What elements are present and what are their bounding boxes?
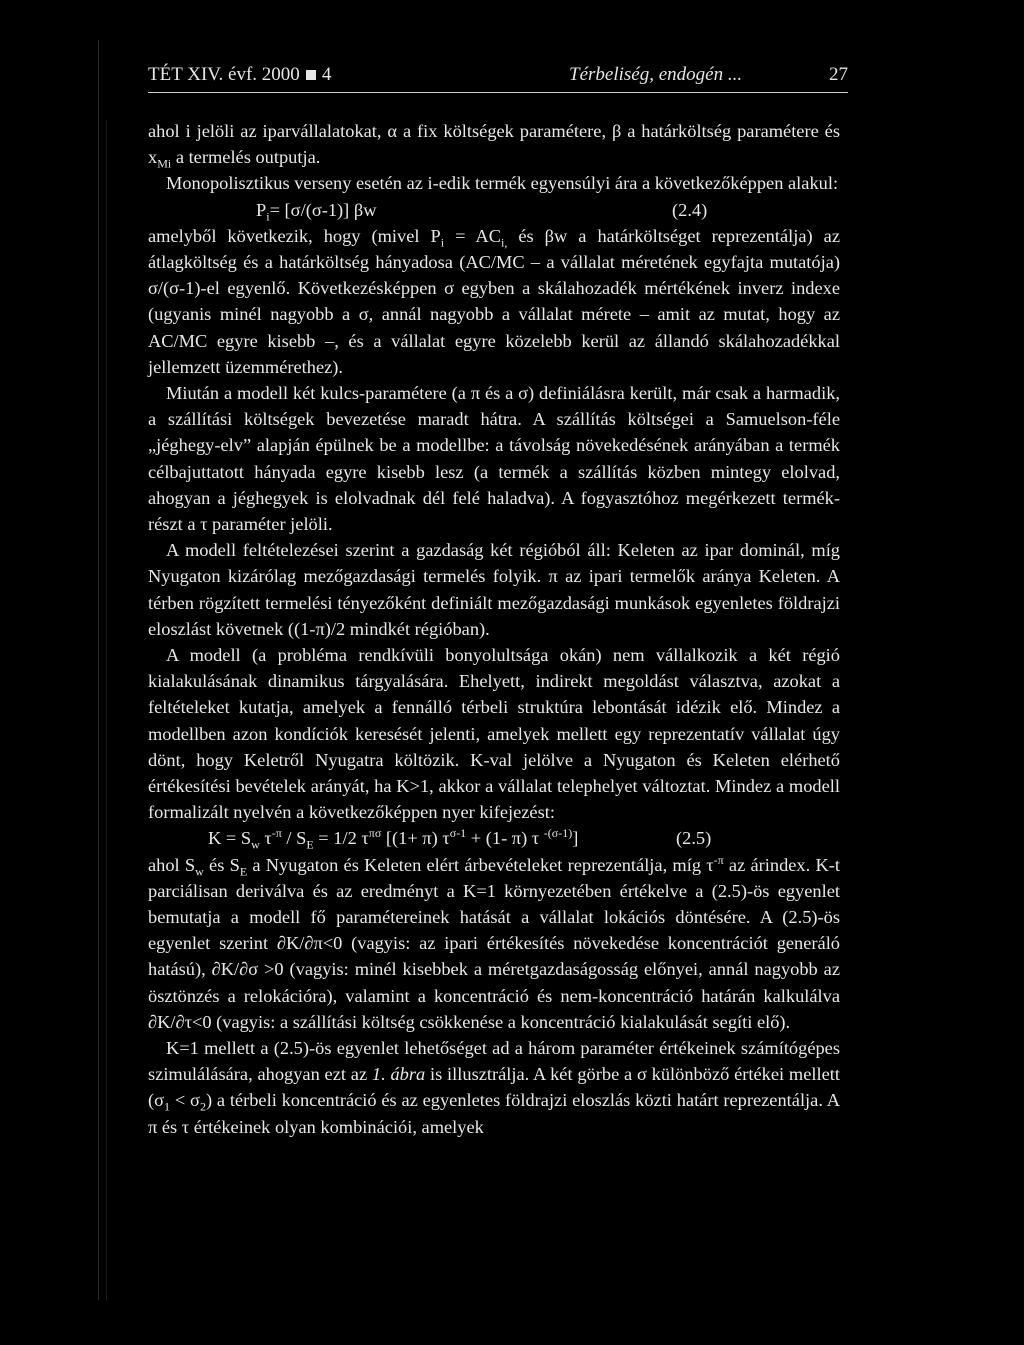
paragraph: A modell feltételezései szerint a gazdaság két régióból áll: Keleten az ipar dominál, míg Nyugaton kizárólag mezőgazdasági termelés folyik. π az ipari termelők aránya Keleten. A térben rögzített termelési tényezőként definiált mezőgazdasági munkások egyenletes földrajzi eloszlást követnek ((1-π)/2 mindkét régióban). (148, 540, 840, 639)
journal-issue: TÉT XIV. évf. 2000 4 (148, 64, 332, 85)
running-title: Térbeliség, endogén ... (569, 64, 743, 85)
paragraph: Monopolisztikus verseny esetén az i-edik termék egyensúlyi ára a következőképpen alakul: (166, 173, 839, 194)
page-number: 27 (829, 64, 848, 85)
paragraph: Miután a modell két kulcs-paramétere (a π és a σ) definiálásra került, már csak a harmadik, a szállítási költségek bevezetése maradt hátra. A szállítás költségei a Samuelson-féle „jéghegy-elv” alapján épülnek be a modellbe: a távolság növekedésének arányában a termék célbajuttatott hányada egyre kisebb lesz (a termék a szállítás közben mintegy elolvad, ahogyan a jéghegyek is elolvadnak dél felé haladva). A fogyasztóhoz megérkezett termék-részt a τ paraméter jelöli. (148, 383, 840, 535)
running-header (148, 64, 848, 92)
paragraph: A modell (a probléma rendkívüli bonyolultsága okán) nem vállalkozik a két régió kialakulásának dinamikus tárgyalására. Ehelyett, indirekt megoldást választva, azokat a feltételeket kutatja, amelyek a fennálló térbeli struktúra lebontását idézik elő. Mindez a modellben azon kondíciók keresését jelenti, amelyek mellett egy reprezentatív vállalat úgy dönt, hogy Keletről Nyugatra költözik. K-val jelölve a Nyugaton és Keleten elérhető értékesítési bevételek arányát, ha K>1, akkor a vállalat telephelyet változtat. Mindez a modell formalizált nyelvén a következőképpen nyer kifejezést: (148, 645, 840, 823)
body-text (148, 118, 840, 1140)
equation-2-4: $P_i= [\sigma/(\sigma-1)]$ βw (2.4) (148, 197, 840, 223)
header-rule (148, 92, 848, 93)
paragraph: K=1 mellett a (2.5)-ös egyenlet lehetőséget ad a három paraméter értékeinek számítógépes szimulálására, ahogyan ezt az 1. ábra is illusztrálja. A két görbe a σ különböző értékei mellett $(\sigma_1 < \sigma_2)$ a térbeli koncentráció és az egyenletes földrajzi eloszlás közti határt reprezentálja. A π és τ értékeinek olyan kombinációi, amelyek (148, 1038, 840, 1137)
scan-margin-line (98, 40, 99, 1300)
square-bullet-icon (306, 70, 316, 80)
equation-2-5: $K = S_w$ $\tau^{-\pi} / S_E = 1/2$ $\tau^{\pi\sigma}$ [(1+ π) $\tau^{\sigma-1} + (1-$ π) τ $^{-(\sigma-1)}$] (2.5) (208, 826, 712, 853)
scan-margin-line (106, 120, 107, 1300)
equation-number: (2.4) (672, 199, 708, 220)
paragraph: amelyből következik, hogy (mivel $P_i = AC_{i,}$ és βw a határköltséget reprezentálja) az átlagköltség és a határköltség hányadosa (AC/MC – a vállalat méretének egyfajta mutatója) σ/(σ-1)-el egyenlő. Következésképpen σ egyben a skálahozadék mértékének inverz indexe (ugyanis minél nagyobb a σ, annál nagyobb a vállalat mérete – amit az mutat, hogy az AC/MC egyre kisebb –, és a vállalat egyre közelebb kerül az állandó skálahozadékkal jellemzett üzemmérethez). (148, 225, 841, 377)
paragraph: ahol $S_w$ és $S_E$ a Nyugaton és Keleten elért árbevételeket reprezentálja, míg $\tau^{-\pi}$ az árindex. K-t parciálisan deriválva és az eredményt a K=1 környezetében értékelve a (2.5)-ös egyenlet bemutatja a modell fő paramétereinek hatását a vállalat lokációs döntésére. A (2.5)-ös egyenlet szerint ∂K/∂π<0 (vagyis: az ipari értékesítés növekedése koncentrációt generáló hatású), ∂K/∂σ >0 (vagyis: minél kisebbek a méretgazdaságosság előnyei, annál nagyobb az ösztönzés a relokációra), valamint a koncentráció és nem-koncentráció határán kalkulálva ∂K/∂τ<0 (vagyis: a szállítási költség csökkenése a koncentráció kialakulását segíti elő). (148, 852, 840, 1032)
equation-number: (2.5) (676, 828, 712, 849)
paragraph: ahol i jelöli az iparvállalatokat, α a fix költségek paramétere, β a határköltség paramétere és $x_{Mi}$ a termelés outputja. (148, 121, 840, 171)
